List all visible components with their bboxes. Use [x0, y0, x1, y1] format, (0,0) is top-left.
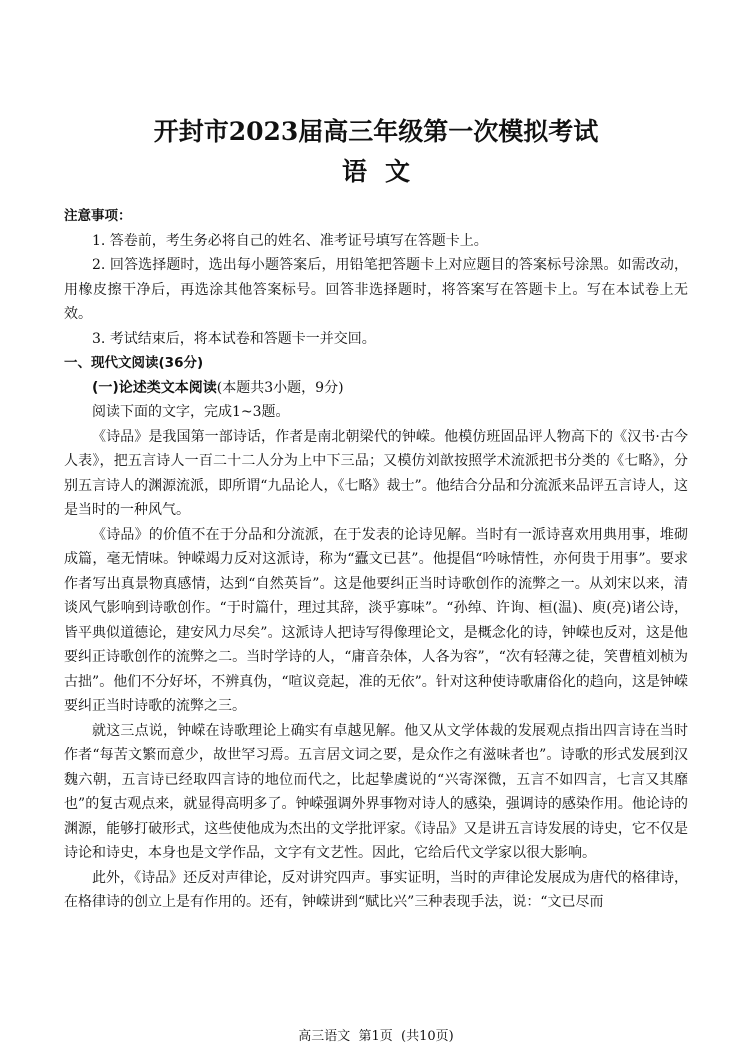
- passage-paragraph-3: 就这三点说，钟嵘在诗歌理论上确实有卓越见解。他又从文学体裁的发展观点指出四言诗在当时作者“每苦文繁而意少，故世罕习焉。五言居文词之要，是众作之有滋味者也”。诗歌的形式发展到汉魏六朝，五言诗已经取四言诗的地位而代之，比起挚虞说的“兴寄深微，五言不如四言，七言又其靡也”的复古观点来，就显得高明多了。钟嵘强调外界事物对诗人的感染，强调诗的感染作用。他论诗的渊源，能够打破形式，这些使他成为杰出的文学批评家。《诗品》又是讲五言诗发展的诗史，它不仅是诗论和诗史，本身也是文学作品，文字有文艺性。因此，它给后代文学家以很大影响。: [64, 722, 688, 861]
- reading-instruction: 阅读下面的文字，完成1~3题。: [92, 404, 290, 420]
- page-footer: 高三语文 第1页 (共10页): [298, 1029, 454, 1044]
- passage-paragraph-4: 此外，《诗品》还反对声律论，反对讲究四声。事实证明，当时的声律论发展成为唐代的格律诗，在格律诗的创立上是有作用的。还有，钟嵘讲到“赋比兴”三种表现手法，说：“文已尽而: [64, 869, 688, 910]
- notice-item-2: 2. 回答选择题时，选出每小题答案后，用铅笔把答题卡上对应题目的答案标号涂黑。如需改动，用橡皮擦干净后，再选涂其他答案标号。回答非选择题时，将答案写在答题卡上。写在本试卷上无效。: [64, 257, 688, 322]
- notice-item-3: 3. 考试结束后，将本试卷和答题卡一并交回。: [92, 330, 376, 347]
- subject-title: 语文: [341, 157, 428, 186]
- notice-heading: 注意事项：: [64, 208, 132, 224]
- passage-paragraph-1: 《诗品》是我国第一部诗话，作者是南北朝梁代的钟嵘。他模仿班固品评人物高下的《汉书·古今人表》，把五言诗人一百二十二人分为上中下三品；又模仿刘歆按照学术流派把书分类的《七略》，分别五言诗人的渊源流派，即所谓“九品论人，《七略》裁士”。他结合分品和分流派来品评五言诗人，这是当时的一种风气。: [64, 428, 688, 518]
- part-heading: [64, 376, 688, 401]
- page-content: [64, 204, 688, 915]
- exam-title: 开封市2023届高三年级第一次模拟考试: [153, 117, 599, 146]
- passage-paragraph-2: 《诗品》的价值不在于分品和分流派，在于发表的论诗见解。当时有一派诗喜欢用典用事，堆砌成篇，毫无情味。钟嵘竭力反对这派诗，称为“蠹文已甚”。他提倡“吟咏情性，亦何贵于用事”。要求作者写出真景物真感情，达到“自然英旨”。这是他要纠正当时诗歌创作的流弊之一。从刘宋以来，清谈风气影响到诗歌创作。“于时篇什，理过其辞，淡乎寡味”。“孙绰、许询、桓(温)、庾(亮)诸公诗，皆平典似道德论，建安风力尽矣”。这派诗人把诗写得像理论文，是概念化的诗，钟嵘也反对，这是他要纠正诗歌创作的流弊之二。当时学诗的人，“庸音杂体，人各为容”，“次有轻薄之徒，笑曹植刘桢为古拙”。他们不分好坏，不辨真伪，“喧议竞起，准的无依”。针对这种使诗歌庸俗化的趋向，这是钟嵘要纠正当时诗歌的流弊之三。: [64, 526, 688, 714]
- part-label: (一)论述类文本阅读: [92, 379, 217, 396]
- section-heading: 一、现代文阅读(36分): [64, 355, 204, 371]
- part-note: (本题共3小题，9分): [216, 379, 344, 396]
- notice-item-1: 1. 答卷前，考生务必将自己的姓名、准考证号填写在答题卡上。: [92, 232, 488, 249]
